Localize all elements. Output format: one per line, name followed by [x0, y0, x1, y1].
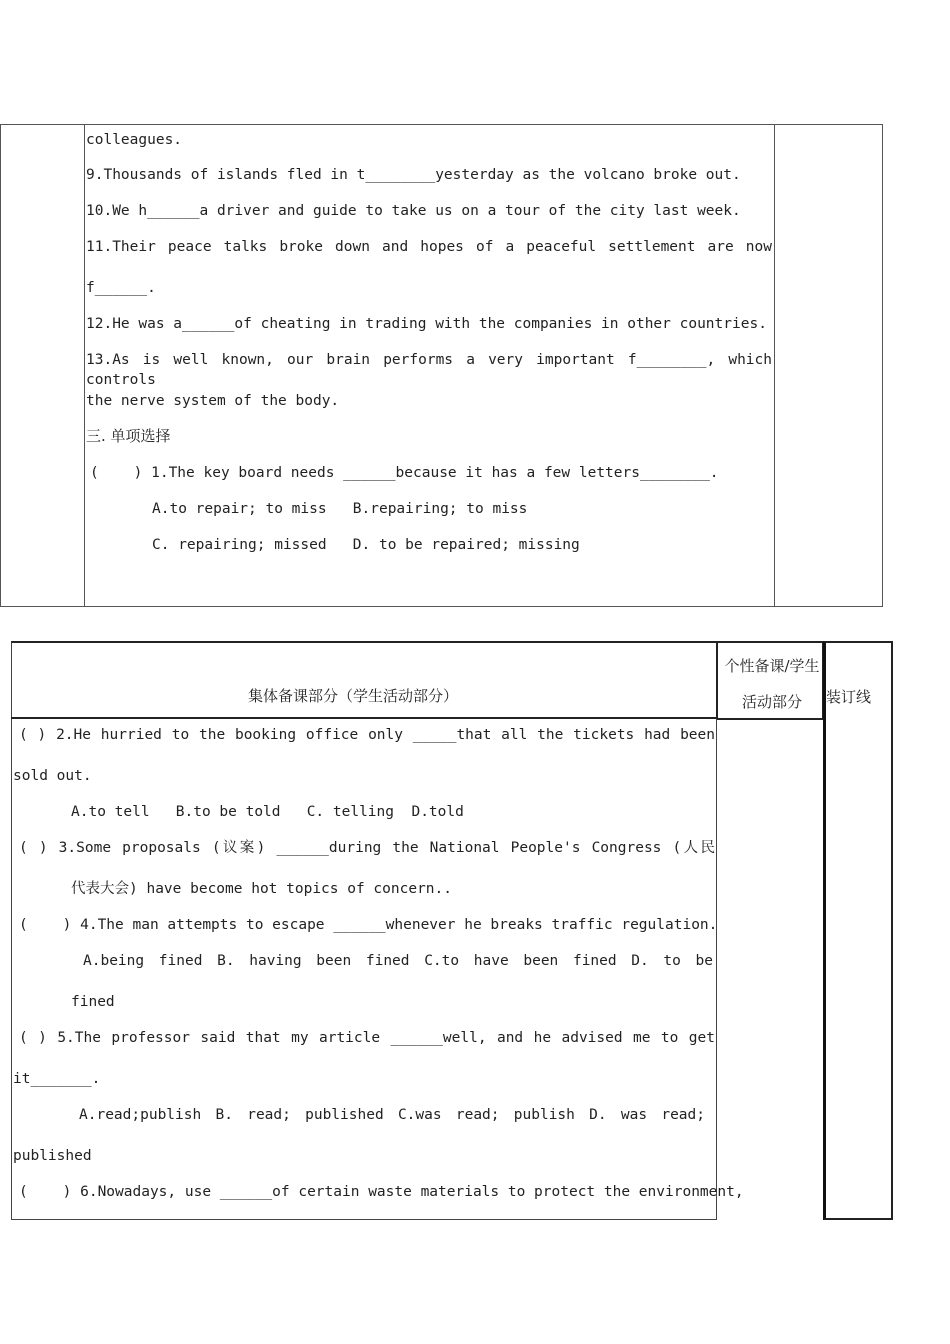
header-side: 个性备课/学生活动部分 — [724, 657, 820, 711]
binding-column — [823, 641, 893, 1220]
mc-question-2-cont: sold out. — [13, 768, 92, 784]
mc-question-3: ( ) 3.Some proposals (议案) ______during the National People's Congress (人民 — [19, 840, 715, 856]
question-13: 13.As is well known, our brain performs a very important f________, which controls — [86, 352, 772, 388]
question-12: 12.He was a______of cheating in trading with the companies in other countries. — [86, 316, 767, 332]
mc-question-2: ( ) 2.He hurried to the booking office only _____that all the tickets had been — [19, 727, 715, 743]
top-table-left-divider — [84, 124, 85, 607]
mc-question-6: ( ) 6.Nowadays, use ______of certain waste materials to protect the environment, — [19, 1184, 744, 1200]
mc-options: C. repairing; missed D. to be repaired; missing — [152, 537, 580, 553]
mc-options-cont: fined — [71, 994, 115, 1010]
question-9: 9.Thousands of islands fled in t________yesterday as the volcano broke out. — [86, 167, 741, 183]
question-11-cont: f______. — [86, 280, 156, 296]
top-table-right-divider — [774, 124, 775, 607]
mc-question-5: ( ) 5.The professor said that my article ______well, and he advised me to get — [19, 1030, 715, 1046]
header-main: 集体备课部分（学生活动部分） — [248, 687, 459, 705]
question-10: 10.We h______a driver and guide to take us on a tour of the city last week. — [86, 203, 741, 219]
mc-options: A.read;publish B. read; published C.was read; publish D. was read; — [79, 1107, 705, 1123]
section-heading: 三. 单项选择 — [86, 427, 171, 445]
mc-options: A.being fined B. having been fined C.to have been fined D. to be — [83, 953, 713, 969]
mc-question-4: ( ) 4.The man attempts to escape ______whenever he breaks traffic regulation. — [19, 917, 718, 933]
mc-options: A.to tell B.to be told C. telling D.told — [71, 804, 464, 820]
mc-question-3-cont: 代表大会) have become hot topics of concern.. — [71, 881, 452, 897]
side-column-divider — [716, 719, 717, 1220]
mc-question-1: ( ) 1.The key board needs ______because it has a few letters________. — [90, 465, 719, 481]
question-13-cont: the nerve system of the body. — [86, 393, 340, 409]
header-bottom-rule — [11, 717, 717, 719]
text-line: colleagues. — [86, 132, 183, 148]
mc-options-cont: published — [13, 1148, 92, 1164]
mc-options: A.to repair; to miss B.repairing; to miss — [152, 501, 528, 517]
question-11: 11.Their peace talks broke down and hopes of a peaceful settlement are now — [86, 239, 772, 255]
mc-question-5-cont: it_______. — [13, 1071, 101, 1087]
binding-label: 装订线 — [826, 688, 872, 706]
